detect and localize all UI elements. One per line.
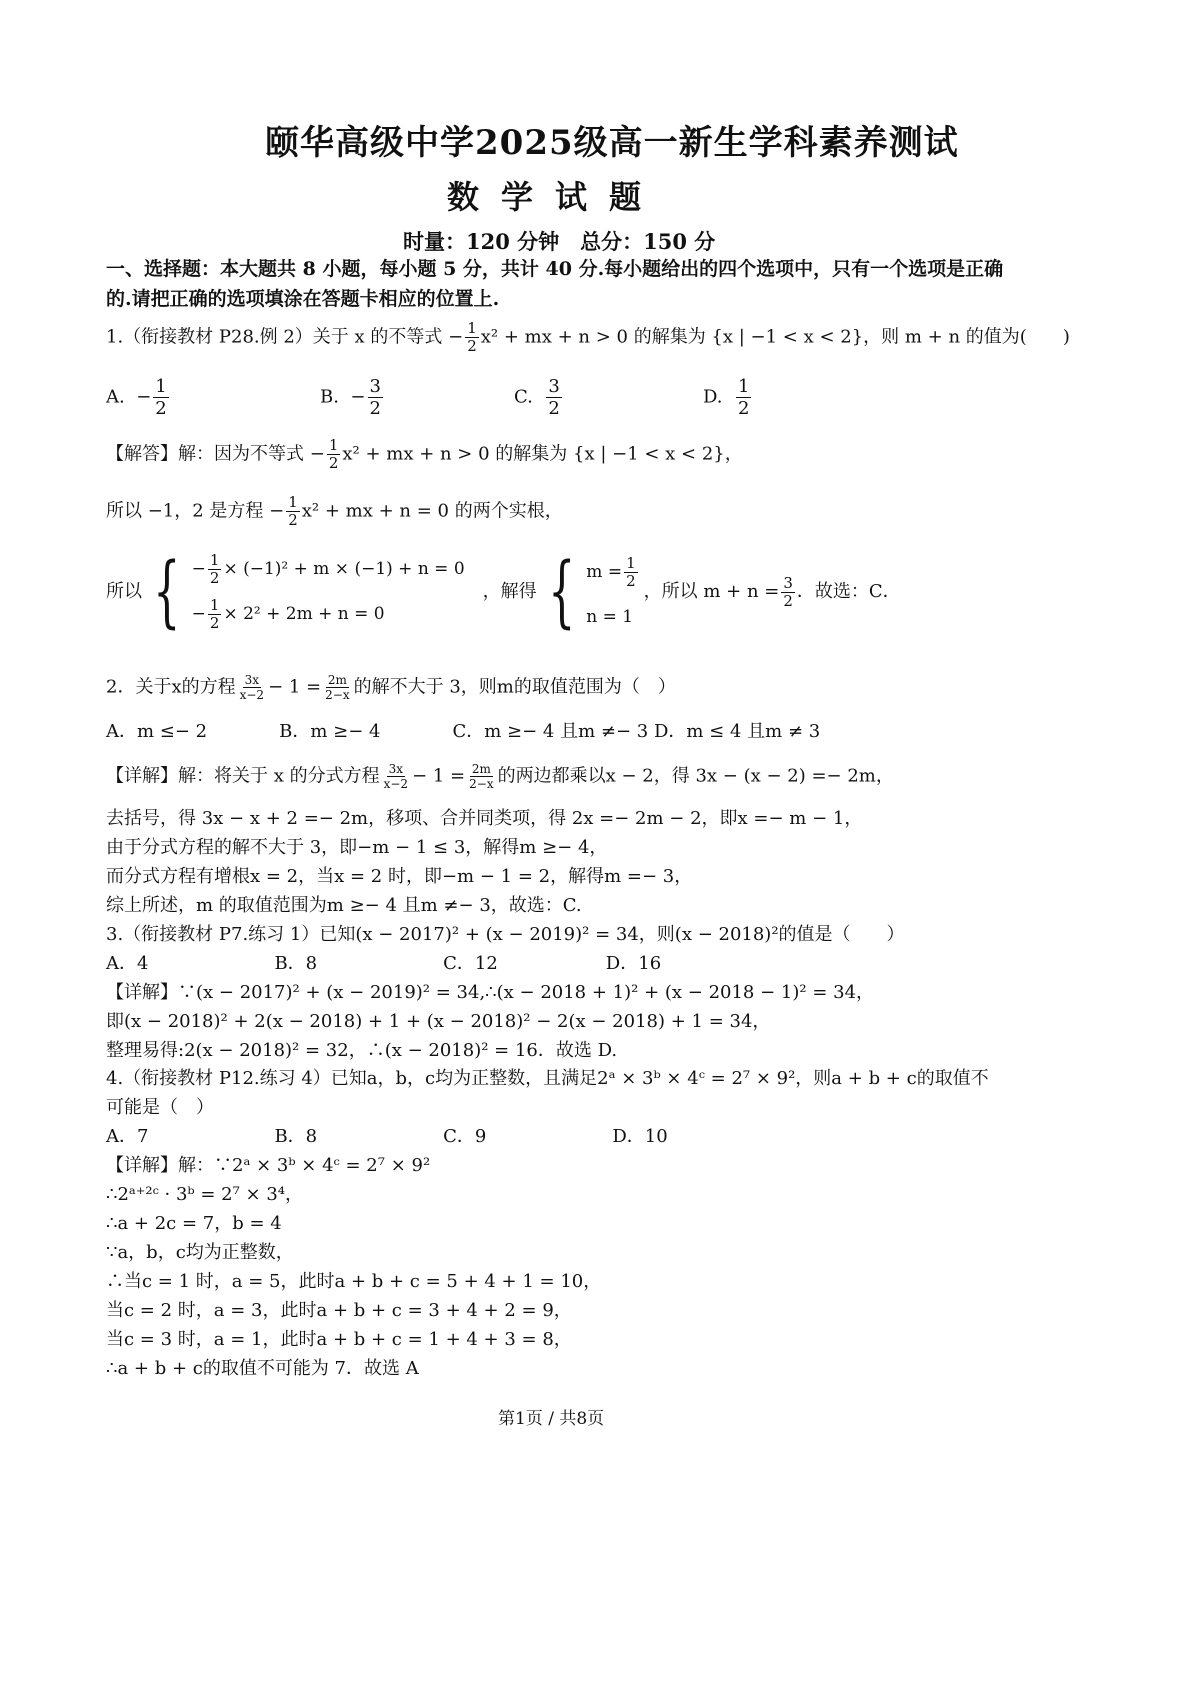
q4-solution-line-2: ∴2ᵃ⁺²ᶜ · 3ᵇ = 2⁷ × 3⁴， (106, 1184, 303, 1205)
question-2-stem: 2．关于x的方程 $\frac{3x}{x-2}$ − 1 = $\frac{2m}{2-x}$ 的解不大于 3，则m的取值范围为（ ） (106, 673, 676, 702)
section-heading-cont: 的.请把正确的选项填涂在答题卡相应的位置上. (106, 288, 500, 310)
q1-stem-fraction: $\frac{1}{2}$ (467, 319, 477, 355)
q3-solution-line-2: 即(x − 2018)² + 2(x − 2018) + 1 + (x − 2018)² − 2(x − 2018) + 1 = 34， (106, 1011, 771, 1032)
q2-solution-line-1: 【详解】解：将关于 x 的分式方程 $\frac{3x}{x-2}$ − 1 = $\frac{2m}{2-x}$ 的两边都乘以x − 2，得 3x − (x − 2) =− 2m， (106, 762, 894, 791)
exam-meta: 时量：120 分钟 总分：150 分 (403, 229, 716, 254)
q2-solution-line-5: 综上所述，m 的取值范围为m ≥− 4 且m ≠− 3，故选：C. (106, 895, 582, 916)
question-1-stem (106, 320, 1070, 355)
q1-option-c: C. $\frac{3}{2}$ (514, 376, 560, 419)
q1-option-b: B. − $\frac{3}{2}$ (320, 376, 381, 419)
question-4-stem: 4.（衔接教材 P12.练习 4）已知a，b，c均为正整数，且满足2ᵃ × 3ᵇ × 4ᶜ = 2⁷ × 9²，则a + b + c的取值不 (106, 1068, 989, 1089)
left-brace-icon: { (153, 547, 181, 637)
solution-values: m = $\frac{1}{2}$ n = 1 (586, 553, 636, 627)
q4-solution-line-5: ∴当c = 1 时，a = 5，此时a + b + c = 5 + 4 + 1 = 10， (106, 1271, 602, 1292)
q1-stem-a: 1.（衔接教材 P28.例 2）关于 x 的不等式 − (106, 326, 464, 348)
q3-solution-line-3: 整理易得:2(x − 2018)² = 32，∴(x − 2018)² = 16．故选 D. (106, 1040, 618, 1061)
q3-options: A．4 B．8 C．12 D．16 (106, 953, 662, 974)
q2-solution-line-4: 而分式方程有增根x = 2，当x = 2 时，即−m − 1 = 2，解得m =− 3， (106, 866, 693, 887)
q1-solution-line-2: 所以 −1，2 是方程 − $\frac{1}{2}$ x² + mx + n = 0 的两个实根， (106, 493, 563, 529)
q1-option-a: A. − $\frac{1}{2}$ (106, 376, 167, 419)
section-heading: 一、选择题：本大题共 8 小题，每小题 5 分，共计 40 分.每小题给出的四个选项中，只有一个选项是正确 (106, 258, 1004, 280)
page-footer: 第1页 / 共8页 (498, 1409, 605, 1429)
q1-option-d: D. $\frac{1}{2}$ (703, 376, 750, 419)
q4-solution-line-3: ∴a + 2c = 7，b = 4 (106, 1213, 282, 1234)
q1-stem-b: x² + mx + n > 0 的解集为 {x | −1 < x < 2}，则 m + n 的值为( ) (480, 326, 1070, 348)
system-prefix: 所以 (106, 581, 142, 602)
left-brace-icon: { (547, 547, 576, 637)
q2-options: A．m ≤− 2 B．m ≥− 4 C．m ≥− 4 且m ≠− 3 D．m ≤ 4 且m ≠ 3 (106, 721, 821, 742)
q3-solution-line-1: 【详解】∵(x − 2017)² + (x − 2019)² = 34,∴(x − 2018 + 1)² + (x − 2018 − 1)² = 34， (106, 982, 875, 1003)
q4-solution-line-7: 当c = 3 时，a = 1，此时a + b + c = 1 + 4 + 3 = 8， (106, 1329, 572, 1350)
q1-equation-system: 所以 { − $\frac{1}{2}$ × (−1)² + m × (−1) + n = 0 − $\frac{1}{2}$ × 2² + 2m + n = 0 ，解得 { m = $\frac{1}{2}$ n = 1 ，所以 m + n = $\frac{3}{2}$ ．故选：C． (106, 547, 901, 637)
q4-solution-line-6: 当c = 2 时，a = 3，此时a + b + c = 3 + 4 + 2 = 9， (106, 1300, 572, 1321)
q2-solution-line-2: 去括号，得 3x − x + 2 =− 2m，移项、合并同类项，得 2x =− 2m − 2，即x =− m − 1， (106, 808, 863, 829)
q4-solution-line-4: ∵a，b，c均为正整数， (106, 1242, 294, 1263)
question-3-stem: 3.（衔接教材 P7.练习 1）已知(x − 2017)² + (x − 2019)² = 34，则(x − 2018)²的值是（ ） (106, 924, 905, 945)
q2-solution-line-3: 由于分式方程的解不大于 3，即−m − 1 ≤ 3，解得m ≥− 4， (106, 837, 608, 858)
page-title: 颐华高级中学2025级高一新生学科素养测试 (265, 123, 959, 163)
q4-solution-line-8: ∴a + b + c的取值不可能为 7．故选 A (106, 1358, 419, 1379)
system-equations: − $\frac{1}{2}$ × (−1)² + m × (−1) + n = 0 − $\frac{1}{2}$ × 2² + 2m + n = 0 (191, 551, 465, 632)
q4-solution-line-1: 【详解】解：∵2ᵃ × 3ᵇ × 4ᶜ = 2⁷ × 9² (106, 1155, 431, 1176)
q4-options: A．7 B．8 C．9 D．10 (106, 1126, 668, 1147)
question-4-stem-cont: 可能是（ ） (106, 1097, 214, 1118)
q1-solution-line-1: 【解答】解：因为不等式 − $\frac{1}{2}$ x² + mx + n > 0 的解集为 {x | −1 < x < 2}， (106, 436, 743, 472)
subject-title: 数学试题 (447, 178, 664, 216)
